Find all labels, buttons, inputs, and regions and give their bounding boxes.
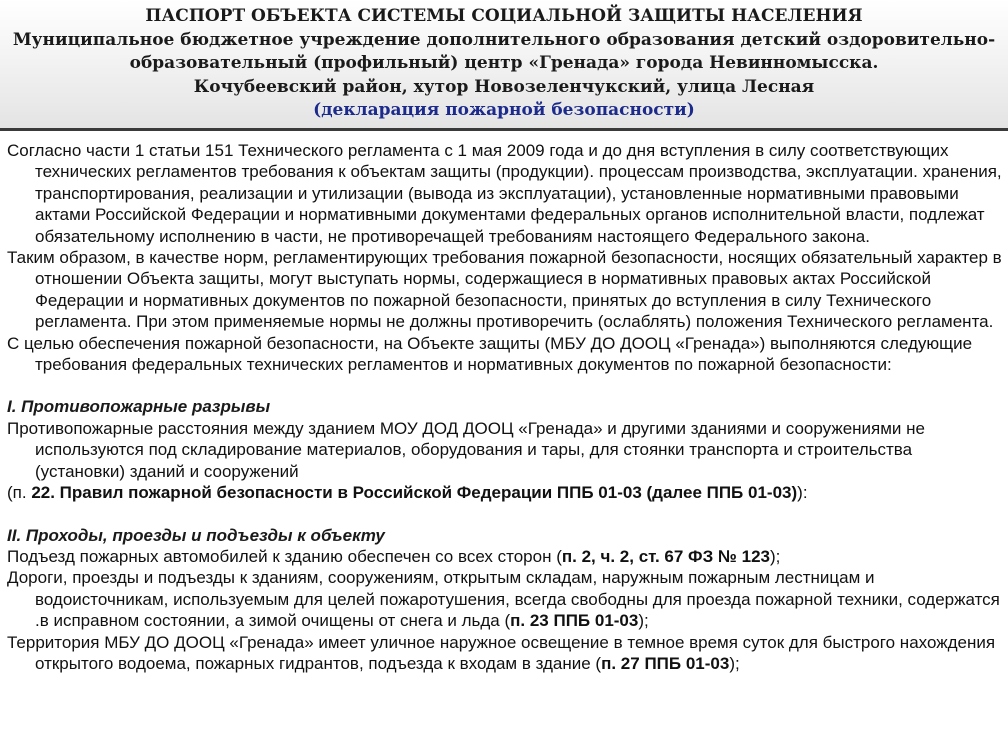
document-title: ПАСПОРТ ОБЪЕКТА СИСТЕМЫ СОЦИАЛЬНОЙ ЗАЩИТЫ НАСЕЛЕНИЯ [145,6,863,26]
spacer [0,375,1002,396]
spacer [0,504,1002,525]
section-1-paragraph: Противопожарные расстояния между зданием МОУ ДОД ДООЦ «Гренада» и другими зданиями и сооружениями не используются под складирование материалов, оборудования и тары, для стоянки транспорта и строительства (установки) зданий и сооружений [7,418,925,481]
section-1-title: I. Противопожарные разрывы [7,397,271,417]
section-2-title: II. Проходы, проезды и подъезды к объекту [7,525,385,545]
document-header [0,0,1008,131]
section-2-paragraph-1 [0,546,1002,567]
reference-open: (п. [7,483,32,503]
organization-address: Кочубеевский район, хутор Новозеленчукский, улица Лесная [193,76,815,97]
reference-close: ); [729,653,740,673]
intro-paragraph-1: Согласно части 1 статьи 151 Технического регламента с 1 мая 2009 года и до дня вступления в силу соответствующих технических регламентов требования к объектам защиты (продукции). процессам производства, эксплуатации. хранения, транспортирования, реализации и утилизации (вывода из эксплуатации), установленные нормативными правовыми актами Российской Федерации и нормативными документами федеральных органов исполнительной власти, подлежат обязательному исполнению в части, не противоречащей требованиям настоящего Федерального закона. [7,141,1002,246]
section-2-paragraph-2 [0,567,1002,631]
section-2-paragraph-3 [0,632,1002,675]
intro-paragraph-3: С целью обеспечения пожарной безопасности, на Объекте защиты (МБУ ДО ДООЦ «Гренада») выполняются следующие требования федеральных технических регламентов и нормативных документов по пожарной безопасности: [7,333,973,375]
reference-close: ); [638,611,649,631]
organization-name-line-1: Муниципальное бюджетное учреждение дополнительного образования детский оздоровительно- [12,29,996,50]
paragraph-text: Дороги, проезды и подъезды к зданиям, сооружениям, открытым складам, наружным пожарным лестницам и водоисточникам, используемым для целей пожаротушения, всегда свободны для проезда пожарной техники, содержатся .в исправном состоянии, а зимой очищены от снега и льда ( [7,568,1000,631]
reference-text: п. 2, ч. 2, ст. 67 ФЗ № 123 [561,546,770,566]
intro-paragraph-2: Таким образом, в качестве норм, регламентирующих требования пожарной безопасности, носящих обязательный характер в отношении Объекта защиты, могут выступать нормы, содержащиеся в нормативных правовых актах Российской Федерации и нормативных документов по пожарной безопасности, принятых до вступления в силу Технического регламента. При этом применяемые нормы не должны противоречить (ослаблять) положения Технического регламента. [7,248,1002,332]
section-1-reference [0,482,1002,503]
reference-close: ): [797,483,808,503]
reference-close: ); [769,546,781,566]
paragraph-text: Территория МБУ ДО ДООЦ «Гренада» имеет уличное наружное освещение в темное время суток для быстрого нахождения открытого водоема, пожарных гидрантов, подъезда к входам в здание ( [7,632,996,673]
organization-name-line-2: образовательный (профильный) центр «Гренада» города Невинномысска. [129,53,879,73]
reference-text: п. 27 ППБ 01-03 [601,653,730,673]
reference-text: 22. Правил пожарной безопасности в Российской Федерации ППБ 01-03 (далее ППБ 01-03) [31,483,798,503]
declaration-subtitle: (декларация пожарной безопасности) [313,100,695,120]
document-body [0,140,1002,674]
reference-text: п. 23 ППБ 01-03 [510,611,639,631]
paragraph-text: Подъезд пожарных автомобилей к зданию обеспечен со всех сторон ( [7,546,562,566]
